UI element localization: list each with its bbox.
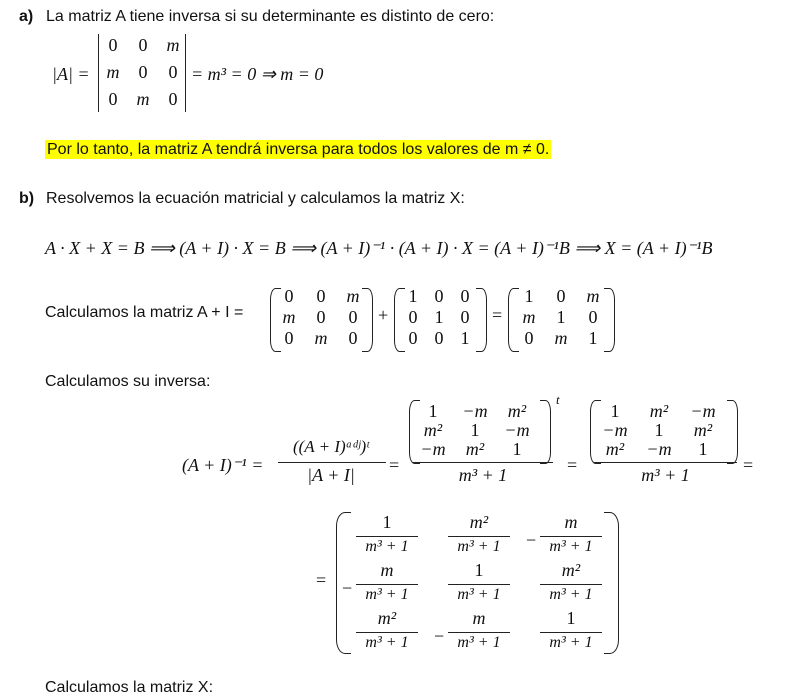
result-den-1-2: m³ + 1 xyxy=(549,586,593,603)
det-cell-2-2: 0 xyxy=(168,89,178,109)
plus-sign: + xyxy=(378,305,389,325)
matrix-a-cell-2-0: 0 xyxy=(284,328,294,348)
result-bar-0-0 xyxy=(356,536,418,537)
part-b-label: b) xyxy=(19,190,35,207)
result-bar-2-0 xyxy=(356,632,418,633)
trans-cell-0-0: 1 xyxy=(610,401,620,421)
calc-sum-label: Calculamos la matriz A + I = xyxy=(45,304,244,321)
trans-cell-2-1: −m xyxy=(646,439,672,459)
trans-right-paren xyxy=(727,400,738,464)
inverse-lhs: (A + I)⁻¹ = xyxy=(182,455,264,475)
matrix-a-cell-1-1: 0 xyxy=(316,307,326,327)
equals-1: = xyxy=(389,455,400,475)
part-a-label: a) xyxy=(19,8,34,25)
trans-cell-1-1: 1 xyxy=(654,420,664,440)
trans-matrix-denominator: m³ + 1 xyxy=(641,465,690,485)
matrix-sum-cell-0-2: m xyxy=(586,286,600,306)
adj-cell-0-1: −m xyxy=(462,401,488,421)
result-right-paren xyxy=(604,512,619,654)
trans-cell-2-0: m² xyxy=(605,439,625,459)
result-den-1-1: m³ + 1 xyxy=(457,586,501,603)
matrix-sum-cell-1-2: 0 xyxy=(588,307,598,327)
matrix-i-cell-0-0: 1 xyxy=(408,286,418,306)
matrix-i-cell-2-0: 0 xyxy=(408,328,418,348)
result-num-2-2: 1 xyxy=(566,608,576,628)
matrix-a-cell-0-2: m xyxy=(346,286,360,306)
adj-cell-1-2: −m xyxy=(504,420,530,440)
result-bar-1-0 xyxy=(356,584,418,585)
result-sign-0-2: − xyxy=(526,530,537,550)
result-num-1-2: m² xyxy=(561,560,581,580)
result-bar-0-2 xyxy=(540,536,602,537)
part-a-conclusion: Por lo tanto, la matriz A tendrá inversa para todos los valores de m ≠ 0. xyxy=(47,141,550,158)
result-bar-0-1 xyxy=(448,536,510,537)
trans-cell-0-1: m² xyxy=(649,401,669,421)
matrix-a-cell-0-1: 0 xyxy=(316,286,326,306)
trans-cell-0-2: −m xyxy=(690,401,716,421)
final-label: Calculamos la matriz X: xyxy=(45,679,214,696)
result-num-1-0: m xyxy=(380,560,394,580)
equals-3: = xyxy=(743,455,754,475)
det-cell-0-2: m xyxy=(166,35,180,55)
adj-matrix-bar xyxy=(413,462,553,463)
matrix-sum-cell-1-1: 1 xyxy=(556,307,566,327)
det-cell-1-1: 0 xyxy=(138,62,148,82)
matrix-a-cell-2-2: 0 xyxy=(348,328,358,348)
trans-cell-1-2: m² xyxy=(693,420,713,440)
det-lhs: |A| = xyxy=(52,64,90,84)
matrix-i-cell-1-1: 1 xyxy=(434,307,444,327)
matrix-sum-cell-0-0: 1 xyxy=(524,286,534,306)
matrix-sum-cell-2-1: m xyxy=(554,328,568,348)
det-cell-1-2: 0 xyxy=(168,62,178,82)
adj-cell-2-0: −m xyxy=(420,439,446,459)
matrix-sum-cell-1-0: m xyxy=(522,307,536,327)
matrix-i-cell-0-1: 0 xyxy=(434,286,444,306)
result-den-2-0: m³ + 1 xyxy=(365,634,409,651)
matrix-equation: A · X + X = B ⟹ (A + I) · X = B ⟹ (A + I)⁻¹ · (A + I) · X = (A + I)⁻¹B ⟹ X = (A + I)⁻¹B xyxy=(45,238,713,258)
matrix-a-cell-1-0: m xyxy=(282,307,296,327)
det-cell-1-0: m xyxy=(106,62,120,82)
equals-2: = xyxy=(567,455,578,475)
matrix-i-cell-2-2: 1 xyxy=(460,328,470,348)
det-cell-2-1: m xyxy=(136,89,150,109)
adj-matrix-denominator: m³ + 1 xyxy=(458,465,508,485)
adj-cell-2-1: m² xyxy=(465,439,485,459)
transpose-mark: t xyxy=(556,392,560,407)
det-result: = m³ = 0 ⇒ m = 0 xyxy=(191,64,324,84)
result-num-0-1: m² xyxy=(469,512,489,532)
result-num-2-0: m² xyxy=(377,608,397,628)
adj-cell-2-2: 1 xyxy=(512,439,522,459)
adj-cell-1-0: m² xyxy=(423,420,443,440)
result-den-0-1: m³ + 1 xyxy=(457,538,501,555)
adj-denominator: |A + I| xyxy=(307,465,355,485)
result-bar-2-1 xyxy=(448,632,510,633)
matrix-a-cell-2-1: m xyxy=(314,328,328,348)
result-bar-1-1 xyxy=(448,584,510,585)
equals-result: = xyxy=(316,570,327,590)
equals-sign: = xyxy=(492,305,503,325)
matrix-i-cell-1-0: 0 xyxy=(408,307,418,327)
matrix-sum-cell-0-1: 0 xyxy=(556,286,566,306)
adj-right-paren xyxy=(540,400,551,464)
matrix-i-cell-1-2: 0 xyxy=(460,307,470,327)
trans-matrix-bar xyxy=(594,462,737,463)
matrix-i-cell-2-1: 0 xyxy=(434,328,444,348)
result-sign-2-1: − xyxy=(434,626,445,646)
trans-cell-2-2: 1 xyxy=(698,439,708,459)
matrix-a-cell-0-0: 0 xyxy=(284,286,294,306)
matrix-sum-cell-2-0: 0 xyxy=(524,328,534,348)
det-cell-2-0: 0 xyxy=(108,89,118,109)
adj-fraction-bar xyxy=(278,462,386,463)
inverse-label: Calculamos su inversa: xyxy=(45,373,211,390)
result-den-2-2: m³ + 1 xyxy=(549,634,593,651)
result-num-0-0: 1 xyxy=(382,512,392,532)
adj-cell-0-0: 1 xyxy=(428,401,438,421)
result-sign-1-0: − xyxy=(342,578,353,598)
adj-cell-0-2: m² xyxy=(507,401,527,421)
result-den-1-0: m³ + 1 xyxy=(365,586,409,603)
adj-numerator: ((A + I)ᵃᵈʲ)ᵗ xyxy=(292,437,370,456)
result-bar-1-2 xyxy=(540,584,602,585)
result-den-0-2: m³ + 1 xyxy=(549,538,593,555)
result-den-2-1: m³ + 1 xyxy=(457,634,501,651)
result-bar-2-2 xyxy=(540,632,602,633)
trans-cell-1-0: −m xyxy=(602,420,628,440)
matrix-sum-cell-2-2: 1 xyxy=(588,328,598,348)
adj-cell-1-1: 1 xyxy=(470,420,480,440)
result-num-1-1: 1 xyxy=(474,560,484,580)
part-a-intro: La matriz A tiene inversa si su determinante es distinto de cero: xyxy=(46,8,495,25)
result-num-0-2: m xyxy=(564,512,578,532)
det-cell-0-0: 0 xyxy=(108,35,118,55)
matrix-a-cell-1-2: 0 xyxy=(348,307,358,327)
result-den-0-0: m³ + 1 xyxy=(365,538,409,555)
det-cell-0-1: 0 xyxy=(138,35,148,55)
result-num-2-1: m xyxy=(472,608,486,628)
matrix-i-cell-0-2: 0 xyxy=(460,286,470,306)
part-b-intro: Resolvemos la ecuación matricial y calculamos la matriz X: xyxy=(46,190,465,207)
